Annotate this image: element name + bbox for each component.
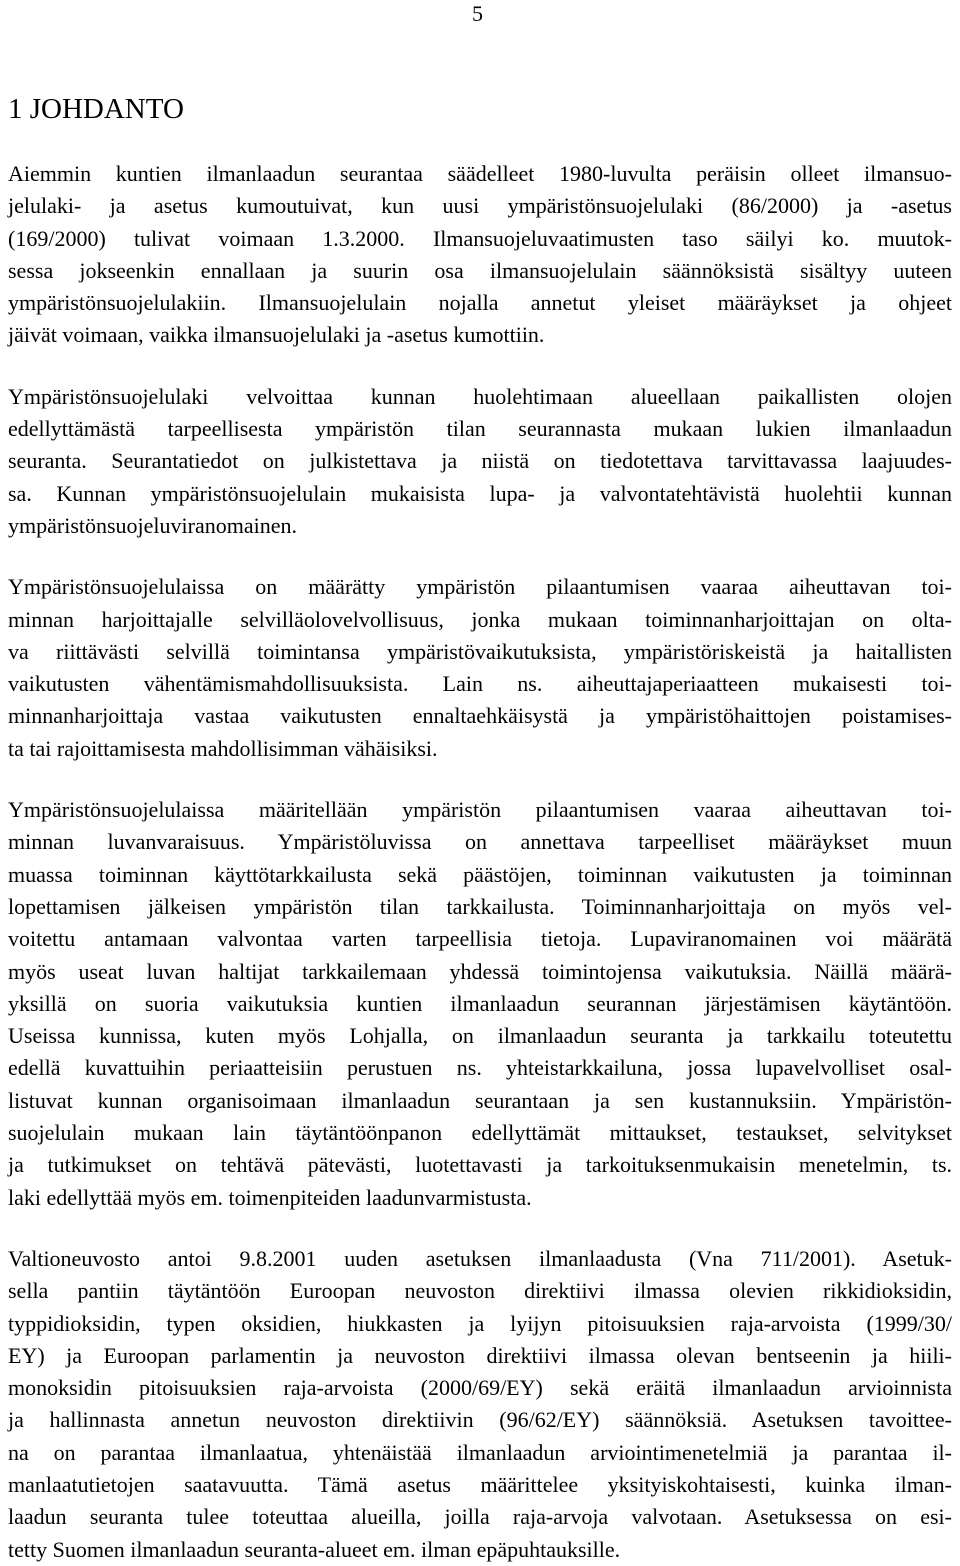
text-line: laki edellyttää myös em. toimenpiteiden laadunvarmistusta. — [8, 1184, 532, 1210]
text-line: typpidioksidin, typen oksidien, hiukkasten ja lyijyn pitoisuuksien raja-arvoista (1999/30/ — [8, 1310, 952, 1336]
paragraph-5 — [8, 1243, 952, 1566]
text-line: suojelulain mukaan lain täytäntöönpanon edellyttämät mittaukset, testaukset, selvitykset — [8, 1120, 952, 1146]
text-line: na on parantaa ilmanlaatua, yhtenäistää ilmanlaadun arviointimenetelmiä ja parantaa il- — [8, 1439, 952, 1465]
text-line: va riittävästi selvillä toimintansa ympäristövaikutuksista, ympäristöriskeistä ja haitallisten — [8, 638, 952, 664]
text-line: ta tai rajoittamisesta mahdollisimman vähäisiksi. — [8, 735, 438, 761]
text-line: EY) ja Euroopan parlamentin ja neuvoston direktiivi ilmassa olevan bentseenin ja hiili- — [8, 1342, 952, 1368]
text-line: ja tutkimukset on tehtävä pätevästi, luotettavasti ja tarkoituksenmukaisin menetelmin, ts. — [8, 1152, 952, 1178]
page-number: 5 — [472, 1, 483, 26]
text-line: sessa jokseenkin ennallaan ja suurin osa ilmansuojelulain säännöksistä sisältyy uuteen — [8, 257, 952, 283]
text-line: edellä kuvattuihin periaatteisiin perustuen ns. yhteistarkkailuna, jossa lupavelvolliset osal- — [8, 1055, 952, 1081]
text-line: Aiemmin kuntien ilmanlaadun seurantaa säädelleet 1980-luvulta peräisin olleet ilmansuo- — [8, 161, 952, 186]
text-line: ja hallinnasta annetun neuvoston direktiivin (96/62/EY) säännöksiä. Asetuksen tavoittee- — [8, 1407, 952, 1433]
text-line: Ympäristönsuojelulaissa määritellään ympäristön pilaantumisen vaaraa aiheuttavan toi- — [8, 797, 952, 823]
text-line: voitettu antamaan valvontaa varten tarpeellisia tietoja. Lupaviranomainen voi määrätä — [8, 926, 952, 952]
text-line: Ympäristönsuojelulaki velvoittaa kunnan huolehtimaan alueellaan paikallisten olojen — [8, 383, 952, 409]
text-line: ympäristönsuojelulakiin. Ilmansuojelulain nojalla annetut yleiset määräykset ja ohjeet — [8, 290, 952, 316]
text-line: myös useat luvan haltijat tarkkailemaan yhdessä toimintojensa vaikutuksia. Näillä määrä- — [8, 958, 952, 984]
text-line: seuranta. Seurantatiedot on julkistettava ja niistä on tiedotettava tarvittavassa laajuudes- — [8, 448, 952, 474]
paragraph-2 — [8, 381, 952, 542]
text-line: laadun seuranta tulee toteuttaa alueilla, joilla raja-arvoja valvotaan. Asetuksessa on esi- — [8, 1504, 952, 1530]
text-line: lopettamisen jälkeisen ympäristön tilan tarkkailusta. Toiminnanharjoittaja on myös vel- — [8, 893, 952, 919]
document-body — [8, 158, 952, 1566]
text-line: edellyttämästä tarpeellisesta ympäristön tilan seurannasta mukaan lukien ilmanlaadun — [8, 416, 952, 442]
text-line: minnan luvanvaraisuus. Ympäristöluvissa on annettava tarpeelliset määräykset muun — [8, 829, 952, 855]
text-line: Useissa kunnissa, kuten myös Lohjalla, on ilmanlaadun seuranta ja tarkkailu toteutettu — [8, 1023, 952, 1049]
text-line: manlaatutietojen saatavuutta. Tämä asetus määrittelee yksityiskohtaisesti, kuinka ilman- — [8, 1471, 952, 1497]
text-line: Ympäristönsuojelulaissa on määrätty ympäristön pilaantumisen vaaraa aiheuttavan toi- — [8, 574, 952, 600]
text-line: yksillä on suoria vaikutuksia kuntien ilmanlaadun seurannan järjestämisen käytäntöön. — [8, 990, 952, 1016]
section-heading: 1 JOHDANTO — [8, 93, 184, 125]
text-line: jäivät voimaan, vaikka ilmansuojelulaki ja -asetus kumottiin. — [8, 322, 545, 348]
text-line: vaikutusten vähentämismahdollisuuksista. Lain ns. aiheuttajaperiaatteen mukaisesti toi- — [8, 671, 952, 697]
text-line: sella pantiin täytäntöön Euroopan neuvoston direktiivi ilmassa olevien rikkidioksidin, — [8, 1278, 952, 1304]
paragraph-4 — [8, 794, 952, 1214]
text-line: sa. Kunnan ympäristönsuojelulain mukaisista lupa- ja valvontatehtävistä huolehtii kunnan — [8, 480, 952, 506]
text-line: Valtioneuvosto antoi 9.8.2001 uuden asetuksen ilmanlaadusta (Vna 711/2001). Asetuk- — [8, 1245, 952, 1271]
text-line: ympäristönsuojeluviranomainen. — [8, 512, 297, 538]
text-line: tetty Suomen ilmanlaadun seuranta-alueet em. ilman epäpuhtauksille. — [8, 1536, 621, 1562]
text-line: (169/2000) tulivat voimaan 1.3.2000. Ilmansuojeluvaatimusten taso säilyi ko. muutok- — [8, 225, 952, 251]
paragraph-3 — [8, 571, 952, 765]
text-line: listuvat kunnan organisoimaan ilmanlaadun seurantaan ja sen kustannuksiin. Ympäristön- — [8, 1087, 952, 1113]
text-line: jelulaki- ja asetus kumoutuivat, kun uusi ympäristönsuojelulaki (86/2000) ja -asetus — [8, 193, 952, 219]
text-line: minnanharjoittaja vastaa vaikutusten ennaltaehkäisystä ja ympäristöhaittojen poistamises- — [8, 703, 952, 729]
text-line: monoksidin pitoisuuksien raja-arvoista (2000/69/EY) sekä eräitä ilmanlaadun arvioinnista — [8, 1375, 952, 1401]
text-line: muassa toiminnan käyttötarkkailusta sekä päästöjen, toiminnan vaikutusten ja toiminnan — [8, 861, 952, 887]
paragraph-1 — [8, 158, 952, 352]
text-line: minnan harjoittajalle selvilläolovelvollisuus, jonka mukaan toiminnanharjoittajan on olta- — [8, 606, 952, 632]
